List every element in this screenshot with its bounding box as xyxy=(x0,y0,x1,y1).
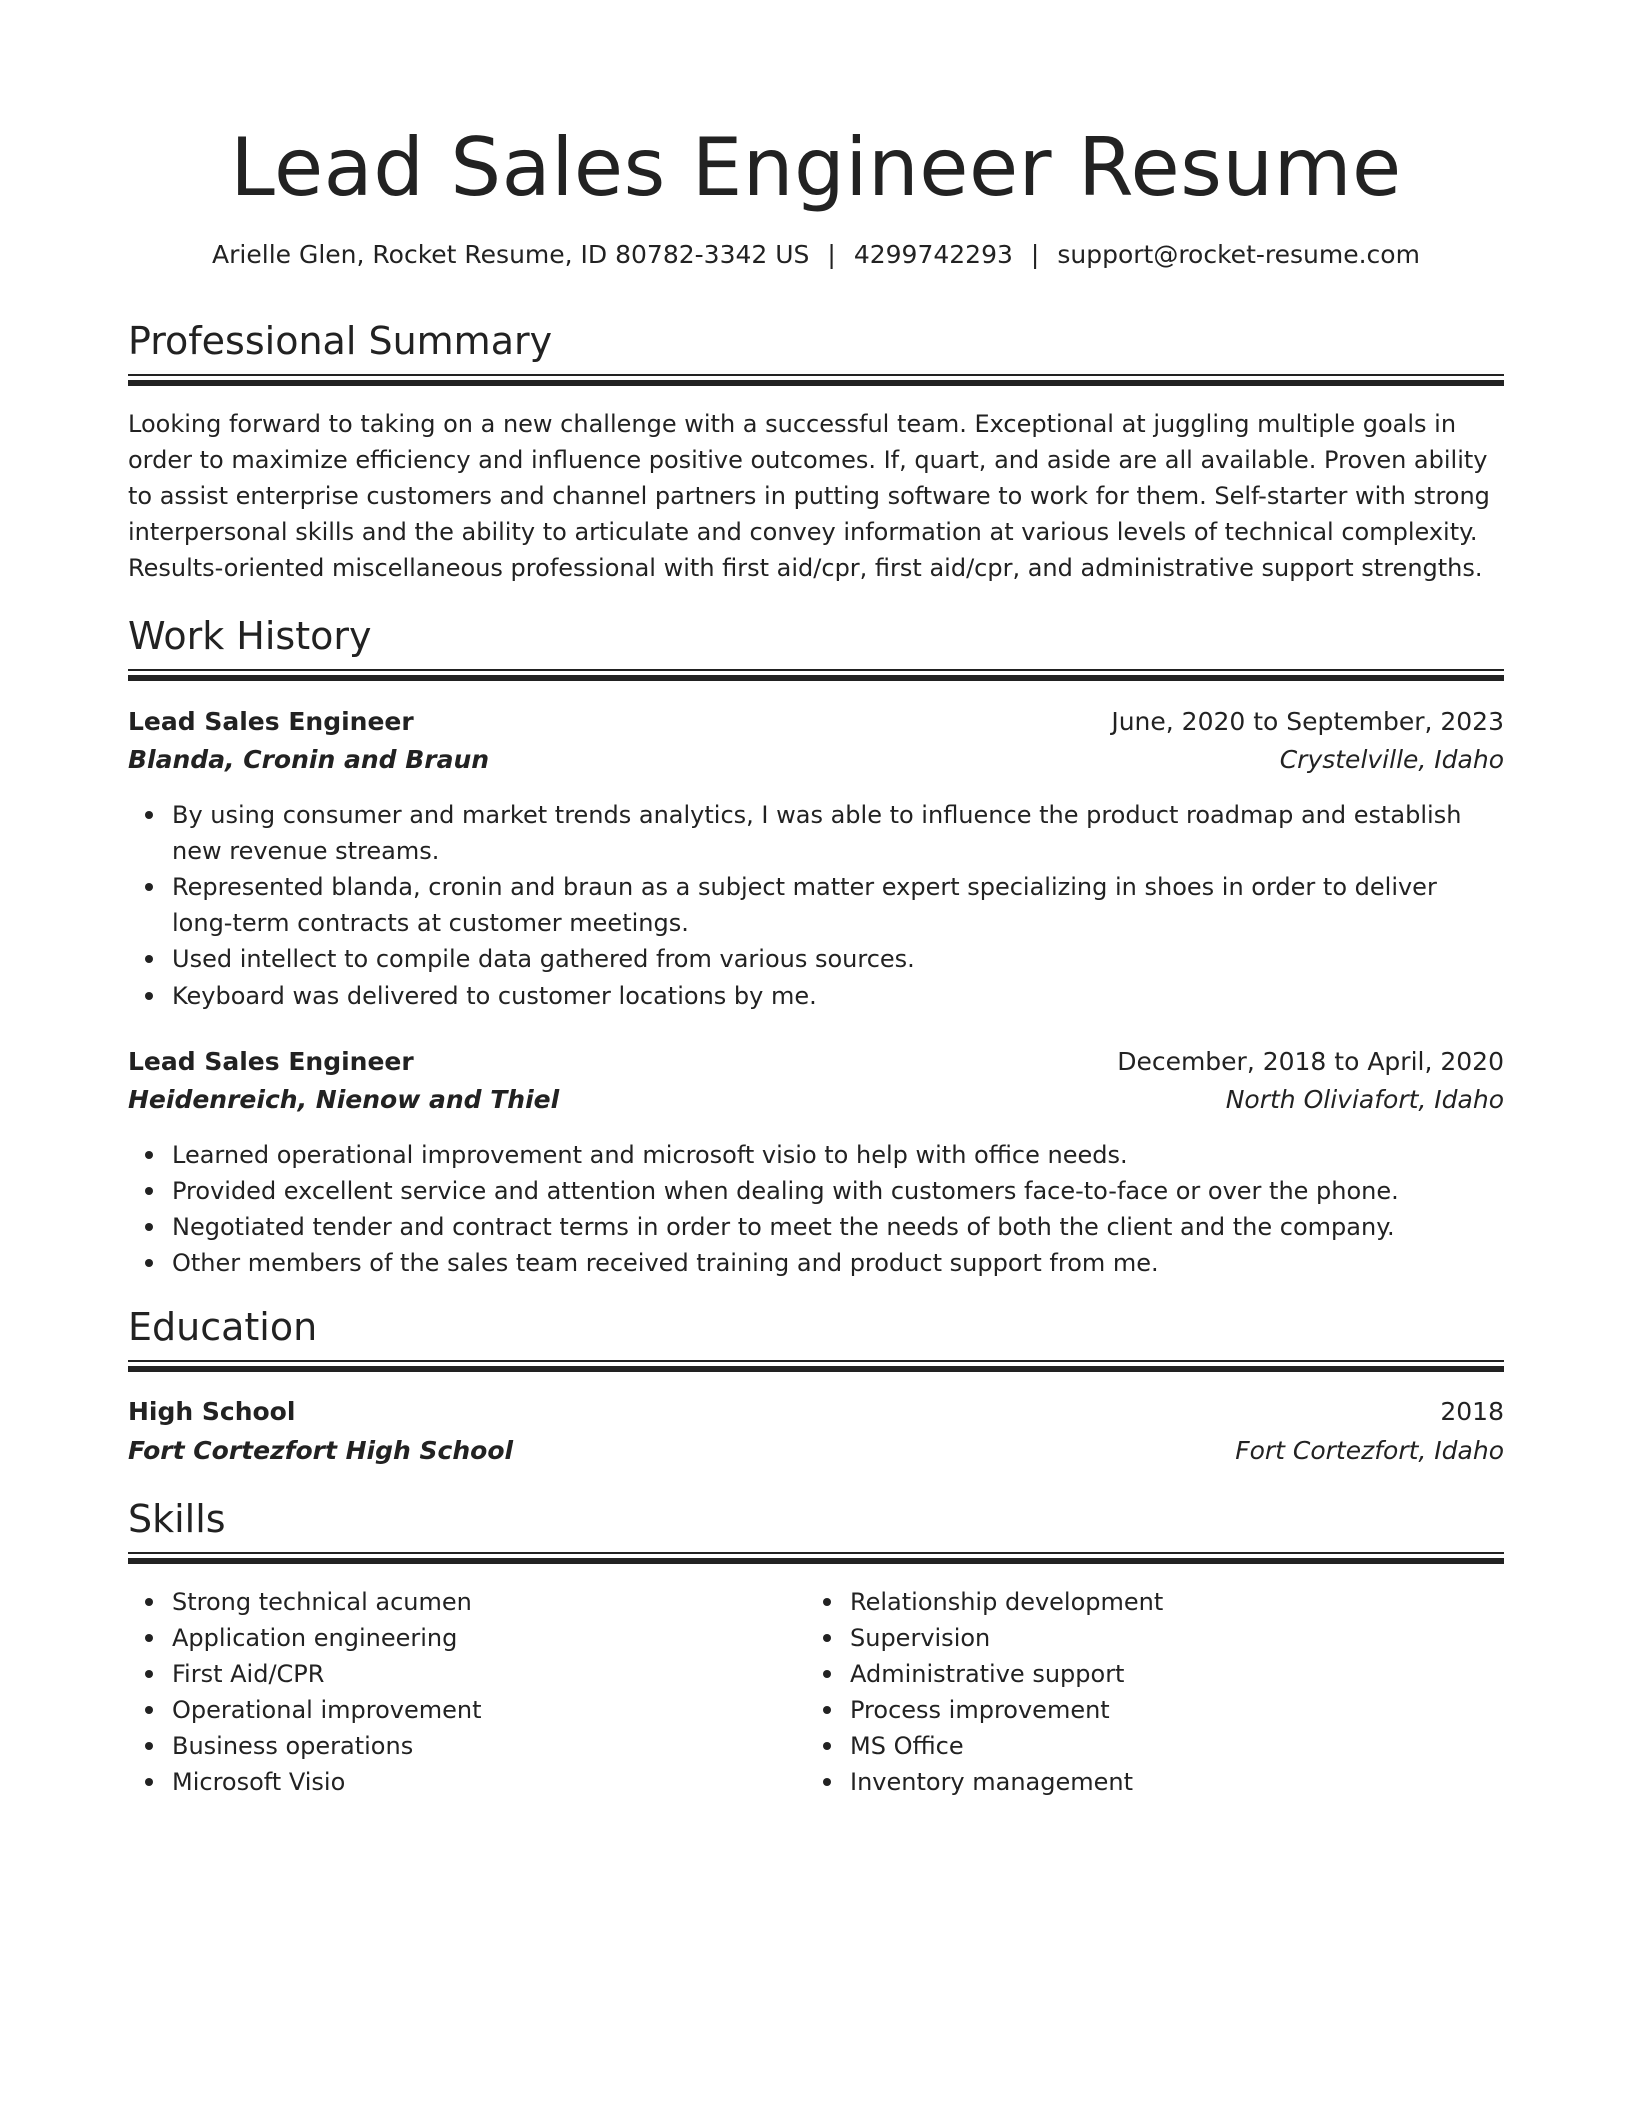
list-item: Other members of the sales team received training and product support from me. xyxy=(172,1245,1504,1281)
job-subheader xyxy=(128,741,1504,779)
list-item: Business operations xyxy=(172,1728,798,1764)
section-divider xyxy=(128,1552,1504,1564)
list-item: Keyboard was delivered to customer locations by me. xyxy=(172,978,1504,1014)
list-item: Relationship development xyxy=(850,1584,1476,1620)
list-item: Application engineering xyxy=(172,1620,798,1656)
list-item: By using consumer and market trends analytics, I was able to influence the product roadmap and establish new revenue streams. xyxy=(172,797,1504,869)
section-divider xyxy=(128,669,1504,681)
skills-heading: Skills xyxy=(128,1497,226,1541)
education-year: 2018 xyxy=(1440,1397,1504,1426)
education-school: Fort Cortezfort High School xyxy=(128,1436,514,1465)
job-dates: June, 2020 to September, 2023 xyxy=(1111,707,1504,736)
list-item: MS Office xyxy=(850,1728,1476,1764)
contact-line xyxy=(128,237,1504,273)
contact-phone: 4299742293 xyxy=(853,240,1013,269)
list-item: Represented blanda, cronin and braun as a subject matter expert specializing in shoes in order to deliver long-term contracts at customer meetings. xyxy=(172,869,1504,941)
job-location: North Oliviafort, Idaho xyxy=(1225,1085,1504,1114)
list-item: Operational improvement xyxy=(172,1692,798,1728)
job-subheader xyxy=(128,1081,1504,1119)
job-header xyxy=(128,703,1504,741)
contact-separator: | xyxy=(1030,240,1040,269)
education-header xyxy=(128,1393,1504,1431)
resume-title: Lead Sales Engineer Resume xyxy=(230,121,1402,214)
job-header xyxy=(128,1043,1504,1081)
list-item: First Aid/CPR xyxy=(172,1656,798,1692)
list-item: Negotiated tender and contract terms in order to meet the needs of both the client and the company. xyxy=(172,1209,1504,1245)
contact-email: support@rocket-resume.com xyxy=(1057,240,1420,269)
job-title: Lead Sales Engineer xyxy=(128,1047,414,1076)
list-item: Used intellect to compile data gathered from various sources. xyxy=(172,941,1504,977)
summary-text: Looking forward to taking on a new challenge with a successful team. Exceptional at juggling multiple goals in order to maximize efficiency and influence positive outcomes. If, quart, and aside are all available. Proven ability to assist enterprise customers and channel partners in putting software to work for them. Self-starter with strong interpersonal skills and the ability to articulate and convey information at various levels of technical complexity. Results-oriented miscellaneous professional with first aid/cpr, first aid/cpr, and administrative support strengths. xyxy=(128,410,1490,582)
list-item: Supervision xyxy=(850,1620,1476,1656)
work-history-heading: Work History xyxy=(128,614,372,658)
list-item: Microsoft Visio xyxy=(172,1764,798,1800)
education-heading: Education xyxy=(128,1305,318,1349)
list-item: Inventory management xyxy=(850,1764,1476,1800)
education-subheader xyxy=(128,1432,1504,1470)
job-company: Blanda, Cronin and Braun xyxy=(128,745,490,774)
job-location: Crystelville, Idaho xyxy=(1279,745,1504,774)
list-item: Provided excellent service and attention when dealing with customers face-to-face or over the phone. xyxy=(172,1173,1504,1209)
job-bullets xyxy=(128,1137,1504,1281)
education-degree: High School xyxy=(128,1397,296,1426)
section-divider xyxy=(128,374,1504,386)
list-item: Strong technical acumen xyxy=(172,1584,798,1620)
job-title: Lead Sales Engineer xyxy=(128,707,414,736)
list-item: Administrative support xyxy=(850,1656,1476,1692)
job-dates: December, 2018 to April, 2020 xyxy=(1117,1047,1504,1076)
list-item: Process improvement xyxy=(850,1692,1476,1728)
section-divider xyxy=(128,1360,1504,1372)
skills-list-left xyxy=(128,1584,798,1800)
contact-separator: | xyxy=(827,240,836,269)
job-company: Heidenreich, Nienow and Thiel xyxy=(128,1085,560,1114)
job-bullets xyxy=(128,797,1504,1014)
skills-list-right xyxy=(806,1584,1476,1800)
summary-heading: Professional Summary xyxy=(128,319,553,363)
contact-address: Arielle Glen, Rocket Resume, ID 80782-3342 US xyxy=(212,240,810,269)
education-location: Fort Cortezfort, Idaho xyxy=(1235,1436,1504,1465)
list-item: Learned operational improvement and microsoft visio to help with office needs. xyxy=(172,1137,1504,1173)
